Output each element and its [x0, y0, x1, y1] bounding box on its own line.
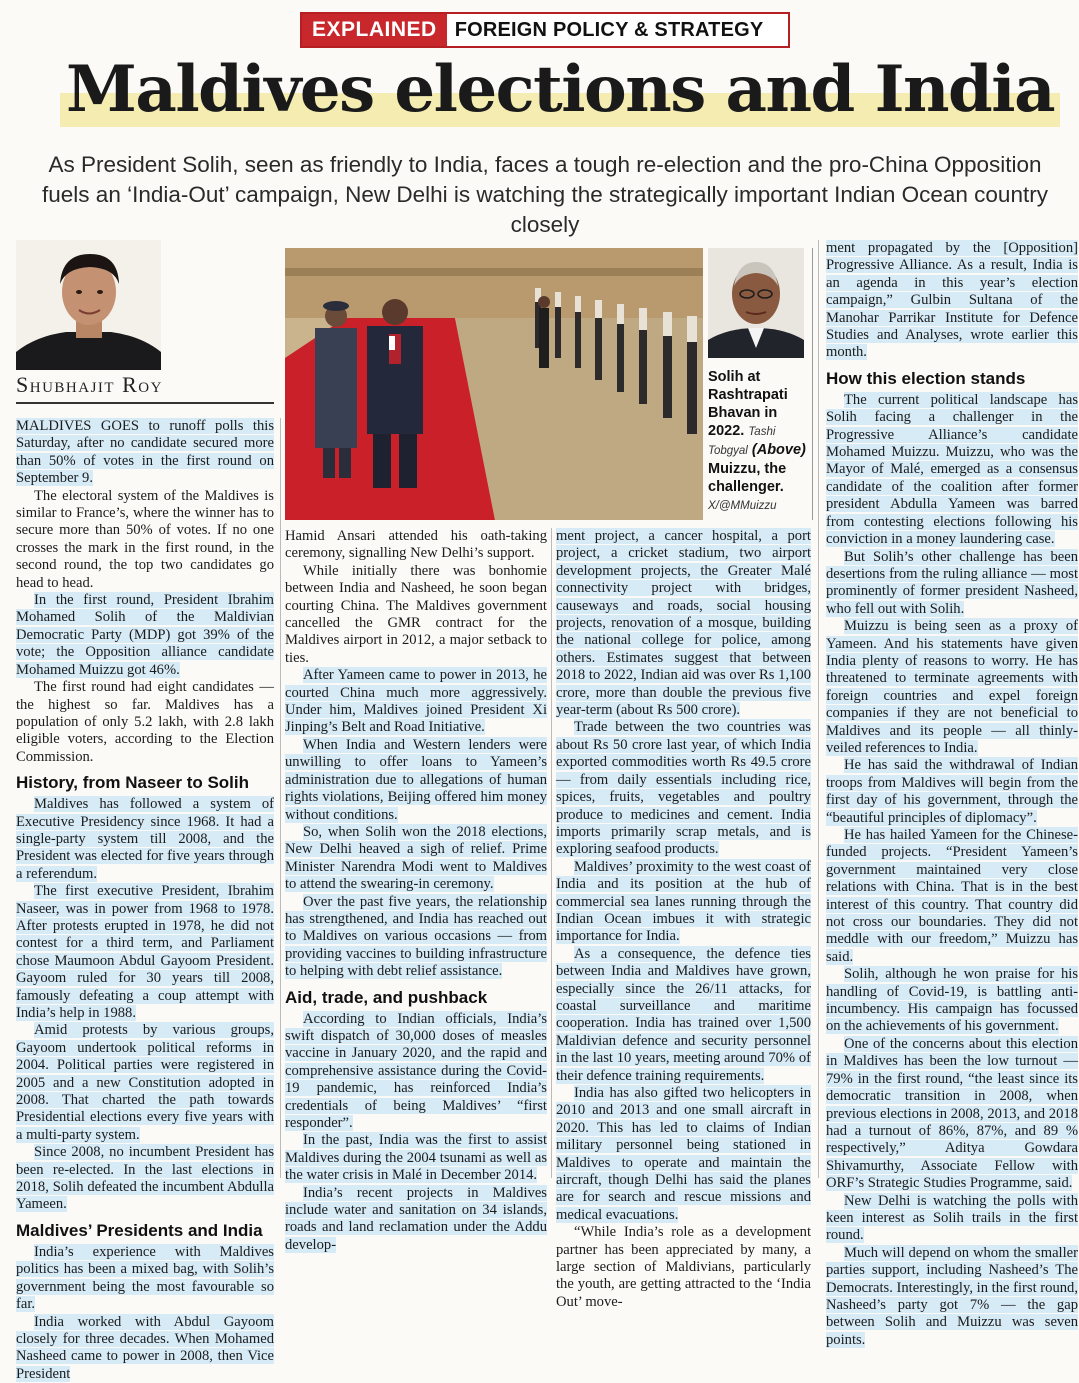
photo-caption [708, 368, 812, 518]
caption-lead-2: Muizzu, the challenger. [708, 461, 786, 495]
tag-topic: FOREIGN POLICY & STRATEGY [447, 14, 772, 46]
paragraph: Trade between the two countries was about Rs 50 crore last year, of which India exported commodities worth Rs 49.5 crore — from daily essentials including rice, spices, fruits, vegetables and poultry produce to medicines and cement. India imports primarily scrap metals, and is exploring seafood products. [556, 719, 811, 858]
paragraph: India’s experience with Maldives politics has been a mixed bag, with Solih’s government being the most favourable so far. [16, 1244, 274, 1314]
paragraph: After Yameen came to power in 2013, he courted China much more aggressively. Under him, Maldives joined President Xi Jinping’s Belt and Road Initiative. [285, 667, 547, 737]
caption-rule [812, 248, 813, 520]
column-3 [556, 528, 811, 1178]
paragraph: But Solih’s other challenge has been desertions from the ruling alliance — most prominently of former president Nasheed, who fell out with Solih. [826, 549, 1078, 619]
paragraph: Over the past five years, the relationship has strengthened, and India has reached out to Maldives on various occasions — from providing vaccines to building infrastructure to helping with debt relief assistance. [285, 894, 547, 981]
paragraph: ment propagated by the [Opposition] Progressive Alliance. As a result, India is an agenda in this year’s election campaign,” Gulbin Sultana of the Manohar Parrikar Institute for Defence Studies and Analyses, wrote earlier this month. [826, 240, 1078, 362]
paragraph: According to Indian officials, India’s swift dispatch of 30,000 doses of measles vaccine in January 2020, and the rapid and comprehensive assistance during the Covid-19 pandemic, has reinforced India’s credentials of being Maldives’ “first responder”. [285, 1011, 547, 1133]
paragraph: India’s recent projects in Maldives include water and sanitation on 34 islands, roads and land reclamation under the Addu develop- [285, 1185, 547, 1255]
author-byline: Shubhajit Roy [16, 372, 276, 402]
tag-explained: EXPLAINED [302, 14, 447, 46]
section-tag [300, 12, 790, 48]
caption-credit-2: X/@MMuizzu [708, 500, 777, 512]
paragraph: In the past, India was the first to assist Maldives during the 2004 tsunami as well as the water crisis in Malé in December 2014. [285, 1132, 547, 1184]
paragraph: He has said the withdrawal of Indian troops from Maldives will begin from the first day of his government, through the “beautiful principles of diplomacy”. [826, 757, 1078, 827]
paragraph: As a consequence, the defence ties between India and Maldives have grown, especially since the 26/11 attacks, for coastal surveillance and maritime cooperation. India has trained over 1,500 Maldivian defence and security personnel in the last 10 years, meeting around 70% of their defence training requirements. [556, 946, 811, 1085]
paragraph: One of the concerns about this election in Maldives has been the low turnout — 79% in the first round, “the least since its democratic transition in 2008, when previous elections in 2008, 2013, and 2018 had a turnout of 86%, 87%, and 89 % respectively,” Aditya Gowdara Shivamurthy, Associate Fellow with ORF’s Strategic Studies Programme, said. [826, 1036, 1078, 1193]
headline-text: Maldives elections and India [60, 52, 1060, 127]
paragraph: India worked with Abdul Gayoom closely for three decades. When Mohamed Nasheed came to power in 2008, then Vice President [16, 1314, 274, 1383]
paragraph: Since 2008, no incumbent President has been re-elected. In the last elections in 2018, Solih defeated the incumbent Abdulla Yameen. [16, 1144, 274, 1214]
column-1 [16, 418, 274, 1178]
paragraph: New Delhi is watching the polls with keen interest as Solih trails in the first round. [826, 1193, 1078, 1245]
paragraph: MALDIVES GOES to runoff polls this Saturday, after no candidate secured more than 50% of votes in the first round on September 9. [16, 418, 274, 488]
subhead: Maldives’ Presidents and India [16, 1220, 274, 1242]
inset-photo [708, 248, 804, 358]
column-2 [285, 528, 547, 1178]
paragraph: India has also gifted two helicopters in 2010 and 2013 and one small aircraft in 2020. This has led to claims of Indian military personnel being stationed in Maldives to operate and maintain the aircraft, though Delhi has said the planes are for search and rescue missions and medical evacuations. [556, 1085, 811, 1224]
paragraph: The first executive President, Ibrahim Naseer, was in power from 1968 to 1978. After protests erupted in 1978, he did not contest for a third term, and Parliament chose Maumoon Abdul Gayoom President. Gayoom ruled for 30 years till 2008, famously defeating a coup attempt with India’s help in 1988. [16, 883, 274, 1022]
column-rule [818, 240, 819, 1178]
paragraph: The current political landscape has Solih facing a challenger in the Progressive Alliance’s candidate Mohamed Muizzu. Muizzu, who was the Mayor of Malé, emerged as a consensus candidate of the coalition after former president Abdulla Yameen was barred from contesting elections following his conviction in a money laundering case. [826, 392, 1078, 549]
column-4 [826, 240, 1078, 1180]
column-rule [551, 528, 552, 1178]
paragraph: In the first round, President Ibrahim Mohamed Solih of the Maldivian Democratic Party (MDP) got 39% of the vote; the Opposition alliance candidate Mohamed Muizzu got 46%. [16, 592, 274, 679]
author-photo [16, 240, 161, 370]
paragraph: When India and Western lenders were unwilling to offer loans to Yameen’s administration due to allegations of human rights violations, Beijing offered him money without conditions. [285, 737, 547, 824]
subhead: How this election stands [826, 368, 1078, 390]
caption-above: (Above) [752, 442, 806, 458]
paragraph: “While India’s role as a development partner has been appreciated by many, a large section of Maldivians, particularly the youth, are getting attracted to the ‘India Out’ move- [556, 1224, 811, 1311]
paragraph: Hamid Ansari attended his oath-taking ceremony, signalling New Delhi’s support. [285, 528, 547, 563]
subhead: Aid, trade, and pushback [285, 987, 547, 1009]
paragraph: The first round had eight candidates — the highest so far. Maldives has a population of only 5.2 lakh, with 2.8 lakh eligible voters, according to the Election Commission. [16, 679, 274, 766]
paragraph: Much will depend on whom the smaller parties support, including Nasheed’s The Democrats. Interestingly, in the first round, Nasheed’s party got 7% — the gap between Solih and Muizzu was seven points. [826, 1245, 1078, 1349]
caption-credit-1: Tashi Tobgyal [708, 426, 775, 457]
byline-rule [16, 402, 274, 404]
paragraph: While initially there was bonhomie between India and Nasheed, he soon began courting China. The Maldives government cancelled the GMR contract for the Maldives airport in 2012, a major setback to ties. [285, 563, 547, 667]
paragraph: Maldives has followed a system of Executive Presidency since 1968. It had a single-party system till 2008, and the President was elected for five years through a referendum. [16, 796, 274, 883]
paragraph: The electoral system of the Maldives is similar to France’s, where the winner has to secure more than 50% of votes. If no one crosses the mark in the first round, in the second round, the top two candidates go head to head. [16, 488, 274, 592]
headline [60, 52, 1040, 144]
paragraph: He has hailed Yameen for the Chinese-funded projects. “President Yameen’s government maintained very close relations with China. That is in the best interest of this country. That country did not cross our boundaries. They did not meddle with our freedom,” Muizzu has said. [826, 827, 1078, 966]
subhead: History, from Naseer to Solih [16, 772, 274, 794]
paragraph: So, when Solih won the 2018 elections, New Delhi heaved a sigh of relief. Prime Minister Narendra Modi went to Maldives to attend the swearing-in ceremony. [285, 824, 547, 894]
column-rule [280, 418, 281, 1178]
paragraph: Muizzu is being seen as a proxy of Yameen. And his statements have given India plenty of reasons to worry. He has threatened to terminate agreements with foreign countries and expel foreign companies if they are not beneficial to Maldives and its people — all thinly-veiled references to India. [826, 618, 1078, 757]
paragraph: Maldives’ proximity to the west coast of India and its position at the hub of commercial sea lanes running through the Indian Ocean imbues it with strategic importance for India. [556, 859, 811, 946]
standfirst: As President Solih, seen as friendly to India, faces a tough re-election and the pro-China Opposition fuels an ‘India-Out’ campaign, New Delhi is watching the strategically important Indian Ocean country closely [30, 150, 1060, 220]
caption-lead: Solih at Rashtrapati Bhavan in 2022. [708, 369, 788, 439]
paragraph: ment project, a cancer hospital, a port project, a cricket stadium, two airport development projects, the Greater Malé connectivity project with bridges, causeways and roads, social housing projects, renovation of a mosque, building the national college for police, among others. Estimates suggest that between 2018 to 2022, Indian aid was over Rs 1,100 crore, more than double the previous five year-term (about Rs 500 crore). [556, 528, 811, 719]
main-photo [285, 248, 703, 520]
paragraph: Amid protests by various groups, Gayoom undertook political reforms in 2004. Political parties were registered in 2005 and a new Constitution adopted in 2008. That charted the path towards Presidential elections every five years with a multi-party system. [16, 1022, 274, 1144]
paragraph: Solih, although he won praise for his handling of Covid-19, is battling anti-incumbency. His campaign has focussed on the achievements of his government. [826, 966, 1078, 1036]
